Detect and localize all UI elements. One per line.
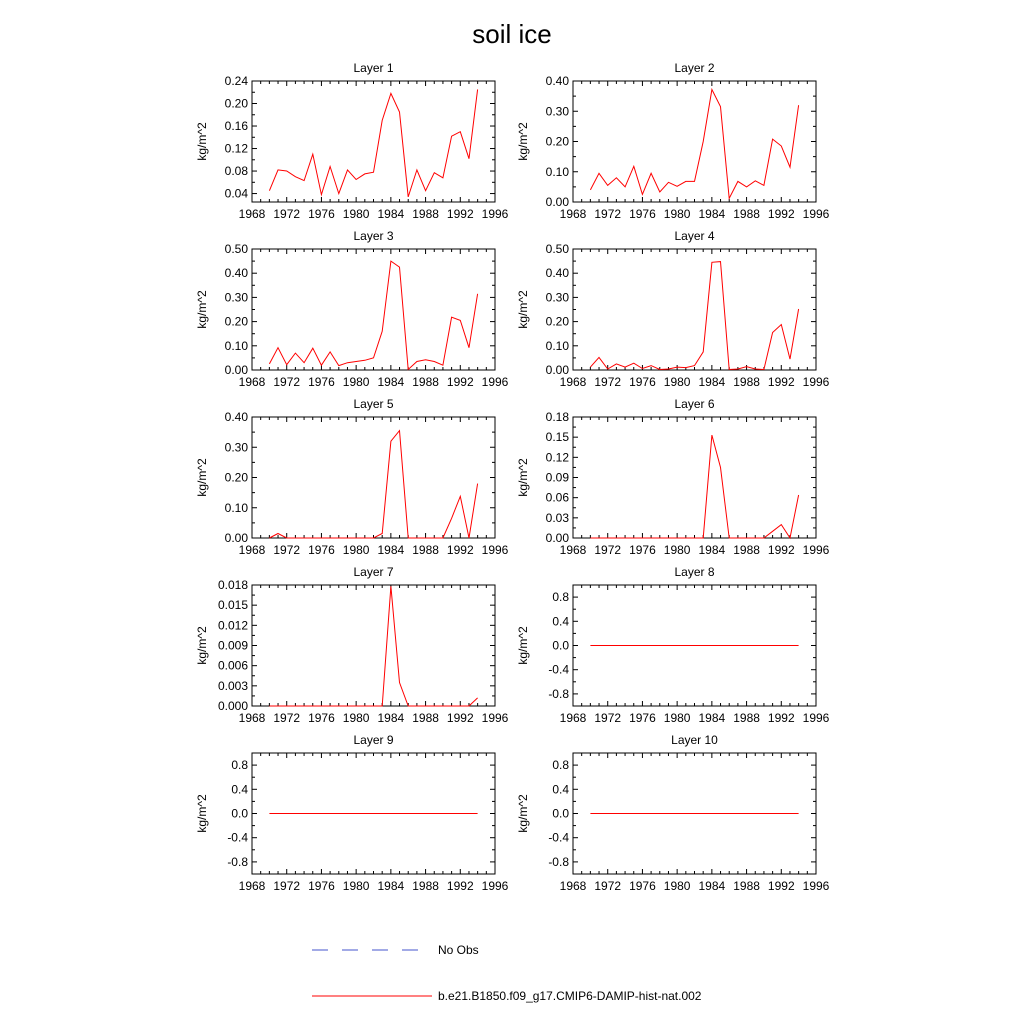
y-tick-label: 0.00: [224, 363, 248, 377]
x-tick-label: 1992: [446, 375, 474, 389]
x-tick-label: 1968: [559, 543, 587, 557]
legend-label-no-obs: No Obs: [438, 943, 479, 957]
y-tick-label: 0.12: [545, 450, 569, 465]
panel-title: Layer 8: [674, 565, 715, 579]
x-tick-label: 1972: [273, 375, 301, 389]
y-tick-label: 0.000: [217, 699, 248, 713]
y-tick-label: 0.16: [224, 119, 248, 134]
plot-frame: [252, 249, 495, 370]
chart-panel-4: [516, 229, 830, 389]
x-tick-label: 1996: [802, 543, 830, 557]
series-line-layer-3: [269, 261, 477, 369]
x-tick-label: 1980: [663, 375, 691, 389]
x-tick-label: 1988: [412, 711, 439, 725]
y-tick-label: -0.4: [548, 830, 569, 845]
y-tick-label: 0.015: [217, 598, 248, 613]
y-tick-label: 0.00: [545, 195, 569, 209]
plot-frame: [252, 585, 495, 706]
y-tick-label: 0.00: [545, 363, 569, 377]
x-tick-label: 1988: [733, 543, 760, 557]
plot-frame: [573, 249, 816, 370]
x-tick-label: 1972: [594, 543, 622, 557]
y-tick-label: 0.04: [224, 186, 248, 201]
chart-panel-6: [516, 397, 830, 557]
y-tick-label: 0.20: [545, 314, 569, 329]
y-tick-label: 0.8: [231, 758, 248, 773]
x-tick-label: 1976: [629, 207, 656, 221]
y-tick-label: 0.00: [224, 531, 248, 545]
panel-title: Layer 9: [353, 733, 394, 747]
x-tick-label: 1984: [377, 543, 405, 557]
series-line-layer-5: [269, 431, 477, 538]
chart-panel-9: [195, 733, 509, 893]
y-tick-label: 0.0: [231, 806, 248, 821]
y-tick-label: 0.30: [224, 440, 248, 455]
panel-title: Layer 3: [353, 229, 394, 243]
x-tick-label: 1992: [446, 711, 474, 725]
x-tick-label: 1992: [446, 207, 474, 221]
x-tick-label: 1992: [446, 543, 474, 557]
y-tick-label: 0.8: [552, 590, 569, 605]
y-axis-label: kg/m^2: [195, 626, 209, 665]
x-tick-label: 1984: [698, 879, 726, 893]
series-line-layer-7: [269, 586, 477, 706]
x-tick-label: 1976: [308, 207, 335, 221]
y-tick-label: 0.20: [224, 470, 248, 485]
chart-panel-5: [195, 397, 509, 557]
y-tick-label: 0.18: [545, 410, 569, 424]
y-tick-label: 0.30: [545, 104, 569, 119]
x-tick-label: 1968: [238, 879, 266, 893]
x-tick-label: 1968: [238, 207, 266, 221]
x-tick-label: 1988: [733, 375, 760, 389]
chart-panel-8: [516, 565, 830, 725]
x-tick-label: 1980: [663, 207, 691, 221]
chart-panel-7: [195, 565, 509, 725]
y-axis-label: kg/m^2: [516, 122, 530, 161]
x-tick-label: 1976: [629, 543, 656, 557]
x-tick-label: 1988: [412, 375, 439, 389]
x-tick-label: 1992: [767, 543, 795, 557]
x-tick-label: 1984: [698, 543, 726, 557]
y-tick-label: 0.50: [224, 242, 248, 256]
y-tick-label: -0.4: [548, 662, 569, 677]
panel-title: Layer 1: [353, 61, 394, 75]
y-tick-label: 0.24: [224, 74, 248, 88]
x-tick-label: 1968: [238, 711, 266, 725]
x-tick-label: 1976: [629, 711, 656, 725]
chart-panel-2: [516, 61, 830, 221]
x-tick-label: 1980: [663, 711, 691, 725]
x-tick-label: 1972: [594, 879, 622, 893]
y-tick-label: 0.40: [224, 410, 248, 424]
y-tick-label: 0.30: [545, 290, 569, 305]
y-tick-label: -0.8: [548, 686, 569, 701]
x-tick-label: 1992: [767, 711, 795, 725]
y-tick-label: 0.20: [224, 314, 248, 329]
panel-title: Layer 5: [353, 397, 394, 411]
x-tick-label: 1984: [377, 375, 405, 389]
x-tick-label: 1968: [559, 207, 587, 221]
plot-frame: [252, 417, 495, 538]
chart-panel-1: [195, 61, 509, 221]
y-tick-label: 0.009: [217, 638, 248, 653]
x-tick-label: 1968: [559, 711, 587, 725]
x-tick-label: 1996: [481, 207, 509, 221]
x-tick-label: 1996: [481, 711, 509, 725]
legend: [312, 943, 702, 1003]
y-tick-label: 0.012: [217, 618, 248, 633]
y-tick-label: 0.8: [552, 758, 569, 773]
x-tick-label: 1976: [308, 711, 335, 725]
y-tick-label: 0.40: [545, 266, 569, 281]
y-tick-label: 0.10: [224, 338, 248, 353]
x-tick-label: 1988: [412, 879, 439, 893]
y-tick-label: 0.03: [545, 510, 569, 525]
x-tick-label: 1984: [377, 207, 405, 221]
legend-label-model: b.e21.B1850.f09_g17.CMIP6-DAMIP-hist-nat.002: [438, 989, 702, 1003]
x-tick-label: 1980: [342, 543, 370, 557]
plot-frame: [252, 81, 495, 202]
x-tick-label: 1984: [698, 207, 726, 221]
x-tick-label: 1984: [698, 711, 726, 725]
x-tick-label: 1980: [342, 711, 370, 725]
y-tick-label: 0.50: [545, 242, 569, 256]
chart-panel-10: [516, 733, 830, 893]
y-tick-label: 0.20: [545, 134, 569, 149]
x-tick-label: 1996: [802, 879, 830, 893]
y-tick-label: 0.40: [224, 266, 248, 281]
x-tick-label: 1968: [559, 879, 587, 893]
y-tick-label: 0.0: [552, 806, 569, 821]
x-tick-label: 1988: [412, 543, 439, 557]
y-tick-label: 0.30: [224, 290, 248, 305]
y-tick-label: -0.8: [227, 854, 248, 869]
x-tick-label: 1976: [308, 879, 335, 893]
y-tick-label: 0.10: [545, 164, 569, 179]
x-tick-label: 1988: [733, 711, 760, 725]
y-tick-label: 0.15: [545, 430, 569, 445]
chart-panel-3: [195, 229, 509, 389]
x-tick-label: 1980: [342, 207, 370, 221]
panel-title: Layer 6: [674, 397, 715, 411]
panel-title: Layer 7: [353, 565, 394, 579]
x-tick-label: 1992: [767, 207, 795, 221]
y-axis-label: kg/m^2: [195, 794, 209, 833]
x-tick-label: 1980: [342, 879, 370, 893]
x-tick-label: 1972: [594, 711, 622, 725]
x-tick-label: 1976: [629, 375, 656, 389]
series-line-layer-1: [269, 89, 477, 196]
x-tick-label: 1996: [481, 543, 509, 557]
x-tick-label: 1972: [594, 375, 622, 389]
y-axis-label: kg/m^2: [516, 290, 530, 329]
x-tick-label: 1980: [663, 879, 691, 893]
x-tick-label: 1968: [559, 375, 587, 389]
x-tick-label: 1988: [733, 879, 760, 893]
y-axis-label: kg/m^2: [516, 626, 530, 665]
y-tick-label: 0.0: [552, 638, 569, 653]
y-tick-label: 0.40: [545, 74, 569, 88]
series-line-layer-2: [590, 90, 798, 199]
x-tick-label: 1976: [629, 879, 656, 893]
panel-grid: [195, 61, 830, 893]
series-line-layer-4: [590, 262, 798, 370]
y-tick-label: 0.4: [552, 782, 569, 797]
y-tick-label: 0.4: [552, 614, 569, 629]
x-tick-label: 1988: [733, 207, 760, 221]
y-axis-label: kg/m^2: [195, 458, 209, 497]
x-tick-label: 1980: [342, 375, 370, 389]
x-tick-label: 1972: [273, 543, 301, 557]
y-tick-label: 0.12: [224, 141, 248, 156]
panel-title: Layer 2: [674, 61, 715, 75]
x-tick-label: 1996: [481, 375, 509, 389]
y-tick-label: 0.00: [545, 531, 569, 545]
x-tick-label: 1980: [663, 543, 691, 557]
x-tick-label: 1968: [238, 543, 266, 557]
y-tick-label: -0.8: [548, 854, 569, 869]
x-tick-label: 1984: [377, 711, 405, 725]
x-tick-label: 1972: [273, 207, 301, 221]
y-tick-label: 0.09: [545, 470, 569, 485]
y-tick-label: 0.06: [545, 490, 569, 505]
x-tick-label: 1996: [802, 207, 830, 221]
x-tick-label: 1996: [481, 879, 509, 893]
y-tick-label: 0.20: [224, 96, 248, 111]
x-tick-label: 1972: [273, 711, 301, 725]
y-tick-label: 0.08: [224, 164, 248, 179]
y-tick-label: 0.10: [545, 338, 569, 353]
y-axis-label: kg/m^2: [195, 290, 209, 329]
x-tick-label: 1992: [767, 879, 795, 893]
figure-title: soil ice: [472, 19, 552, 49]
x-tick-label: 1984: [377, 879, 405, 893]
x-tick-label: 1992: [446, 879, 474, 893]
y-tick-label: 0.003: [217, 678, 248, 693]
x-tick-label: 1996: [802, 711, 830, 725]
x-tick-label: 1968: [238, 375, 266, 389]
y-tick-label: -0.4: [227, 830, 248, 845]
panel-title: Layer 4: [674, 229, 715, 243]
x-tick-label: 1988: [412, 207, 439, 221]
x-tick-label: 1996: [802, 375, 830, 389]
x-tick-label: 1976: [308, 375, 335, 389]
x-tick-label: 1992: [767, 375, 795, 389]
y-axis-label: kg/m^2: [516, 794, 530, 833]
panel-title: Layer 10: [671, 733, 718, 747]
x-tick-label: 1984: [698, 375, 726, 389]
y-tick-label: 0.4: [231, 782, 248, 797]
y-axis-label: kg/m^2: [195, 122, 209, 161]
y-tick-label: 0.10: [224, 500, 248, 515]
y-tick-label: 0.006: [217, 658, 248, 673]
y-axis-label: kg/m^2: [516, 458, 530, 497]
x-tick-label: 1972: [594, 207, 622, 221]
y-tick-label: 0.018: [217, 578, 248, 592]
x-tick-label: 1972: [273, 879, 301, 893]
x-tick-label: 1976: [308, 543, 335, 557]
series-line-layer-6: [590, 435, 798, 538]
plot-frame: [573, 417, 816, 538]
